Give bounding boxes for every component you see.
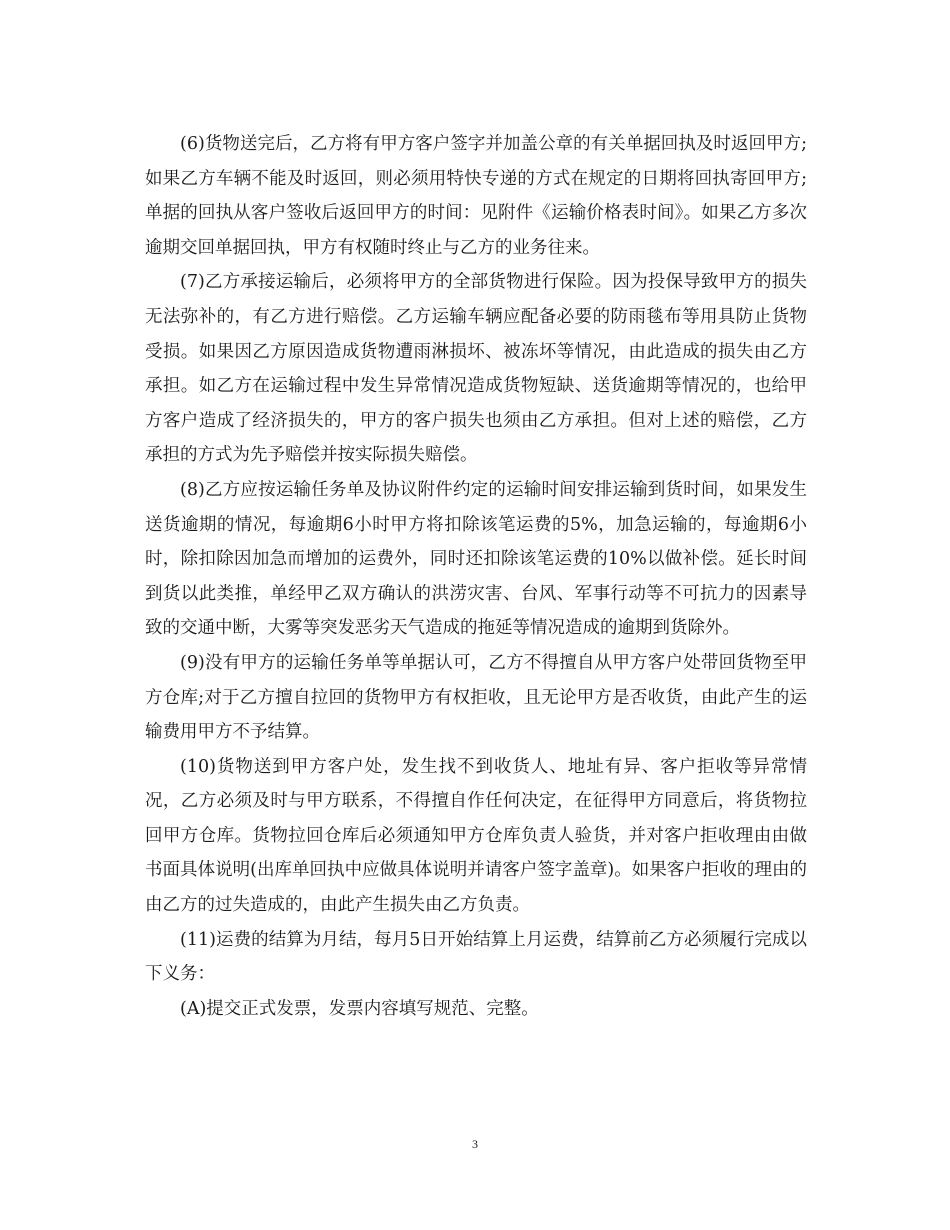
paragraph-11-a: (A)提交正式发票，发票内容填写规范、完整。 [180, 998, 539, 1019]
paragraph-9: (9)没有甲方的运输任务单等单据认可，乙方不得擅自从甲方客户处带回货物至甲方仓库;对于乙方擅自拉回的货物甲方有权拒收，且无论甲方是否收货，由此产生的运输费用甲方不予结算。 [145, 652, 807, 743]
paragraph-7: (7)乙方承接运输后，必须将甲方的全部货物进行保险。因为投保导致甲方的损失无法弥补的，有乙方进行赔偿。乙方运输车辆应配备必要的防雨毯布等用具防止货物受损。如果因乙方原因造成货物遭雨淋损坏、被冻坏等情况，由此造成的损失由乙方承担。如乙方在运输过程中发生异常情况造成货物短缺、送货逾期等情况的，也给甲方客户造成了经济损失的，甲方的客户损失也须由乙方承担。但对上述的赔偿，乙方承担的方式为先予赔偿并按实际损失赔偿。 [145, 272, 807, 466]
paragraph-8: (8)乙方应按运输任务单及协议附件约定的运输时间安排运输到货时间，如果发生送货逾期的情况，每逾期6小时甲方将扣除该笔运费的5%，加急运输的，每逾期6小时，除扣除因加急而增加的运费外，同时还扣除该笔运费的10%以做补偿。延长时间到货以此类推，单经甲乙双方确认的洪涝灾害、台风、军事行动等不可抗力的因素导致的交通中断，大雾等突发恶劣天气造成的拖延等情况造成的逾期到货除外。 [145, 479, 807, 639]
paragraph-6: (6)货物送完后，乙方将有甲方客户签字并加盖公章的有关单据回执及时返回甲方;如果乙方车辆不能及时返回，则必须用特快专递的方式在规定的日期将回执寄回甲方;单据的回执从客户签收后返回甲方的时间：见附件《运输价格表时间》。如果乙方多次逾期交回单据回执，甲方有权随时终止与乙方的业务往来。 [145, 134, 807, 258]
page-body [145, 127, 807, 1026]
paragraph-10: (10)货物送到甲方客户处，发生找不到收货人、地址有异、客户拒收等异常情况，乙方必须及时与甲方联系，不得擅自作任何决定，在征得甲方同意后，将货物拉回甲方仓库。货物拉回仓库后必须通知甲方仓库负责人验货，并对客户拒收理由由做书面具体说明(出库单回执中应做具体说明并请客户签字盖章)。如果客户拒收的理由的由乙方的过失造成的，由此产生损失由乙方负责。 [145, 756, 807, 916]
page-number: 3 [472, 1137, 478, 1151]
paragraph-11: (11)运费的结算为月结，每月5日开始结算上月运费，结算前乙方必须履行完成以下义务： [145, 929, 807, 985]
